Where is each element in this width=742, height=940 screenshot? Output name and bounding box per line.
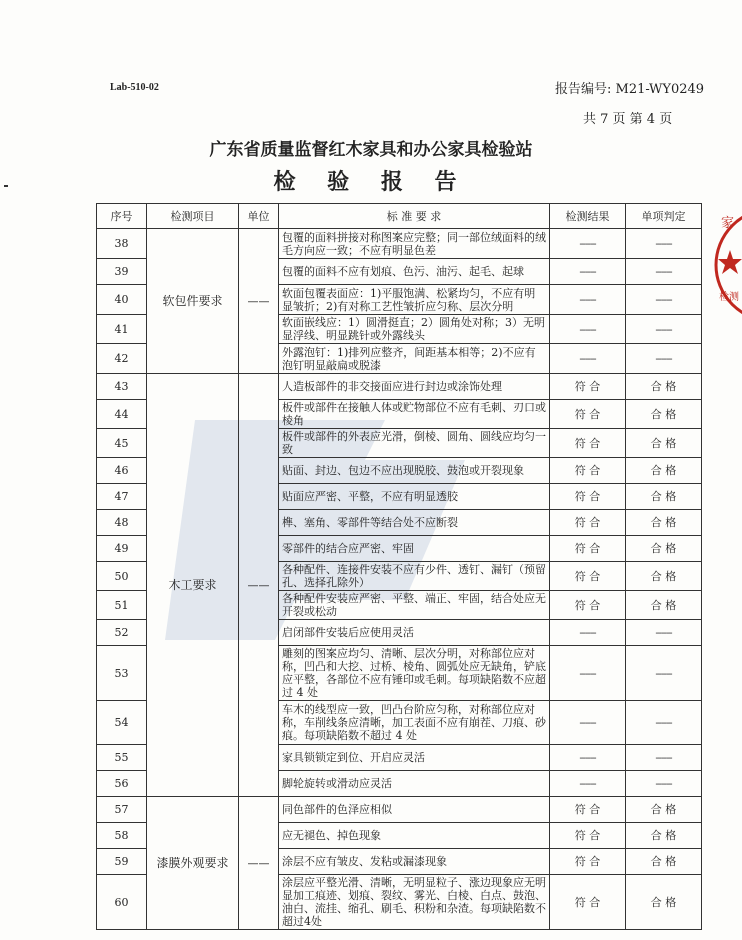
requirement-cell: 贴面应严密、平整，不应有明显透胶 <box>279 484 550 510</box>
judgement-cell: 合 格 <box>626 458 702 484</box>
requirement-cell: 板件或部件在接触人体或贮物部位不应有毛刺、刃口或棱角 <box>279 400 550 429</box>
result-cell: ------ <box>550 315 626 344</box>
requirement-cell: 包覆的面料不应有划痕、色污、油污、起毛、起球 <box>279 259 550 285</box>
table-row <box>97 229 702 259</box>
seq-cell: 53 <box>97 646 147 701</box>
seq-cell: 38 <box>97 229 147 259</box>
report-number: 报告编号: M21-WY0249 <box>555 82 705 97</box>
result-cell: 符 合 <box>550 562 626 591</box>
col-header-seq: 序号 <box>97 204 147 229</box>
seq-cell: 40 <box>97 285 147 315</box>
judgement-cell: ------ <box>626 229 702 259</box>
seq-cell: 41 <box>97 315 147 344</box>
page-info: 共 7 页 第 4 页 <box>583 112 673 127</box>
result-cell: 符 合 <box>550 484 626 510</box>
report-title: 检 验 报 告 <box>273 170 469 195</box>
result-cell: 符 合 <box>550 429 626 458</box>
seq-cell: 46 <box>97 458 147 484</box>
requirement-cell: 涂层不应有皱皮、发粘或漏漆现象 <box>279 849 550 875</box>
seq-cell: 47 <box>97 484 147 510</box>
requirement-cell: 涂层应平整光滑、清晰，无明显粒子、涨边现象应无明显加工痕迹、划痕、裂纹、雾光、白棱、白点、鼓泡、油白、流挂、缩孔、刷毛、积粉和杂渣。每项缺陷数不超过4处 <box>279 875 550 930</box>
judgement-cell: 合 格 <box>626 875 702 930</box>
judgement-cell: 合 格 <box>626 823 702 849</box>
result-cell: 符 合 <box>550 510 626 536</box>
requirement-cell: 雕刻的图案应均匀、清晰、层次分明，对称部位应对称，凹凸和大挖、过桥、棱角、圆弧处应无缺角，铲底应平整，各部位不应有锤印或毛刺。每项缺陷数不应超过 4 处 <box>279 646 550 701</box>
requirement-cell: 人造板部件的非交接面应进行封边或涂饰处理 <box>279 374 550 400</box>
result-cell: 符 合 <box>550 536 626 562</box>
judgement-cell: 合 格 <box>626 797 702 823</box>
judgement-cell: ------ <box>626 344 702 374</box>
result-cell: 符 合 <box>550 797 626 823</box>
requirement-cell: 零部件的结合应严密、牢固 <box>279 536 550 562</box>
col-header-judgement: 单项判定 <box>626 204 702 229</box>
result-cell: ------ <box>550 259 626 285</box>
judgement-cell: 合 格 <box>626 591 702 620</box>
svg-text:家: 家 <box>721 216 735 231</box>
judgement-cell: 合 格 <box>626 562 702 591</box>
judgement-cell: 合 格 <box>626 374 702 400</box>
requirement-cell: 软面嵌线应：1）圆滑挺直；2）圆角处对称；3）无明显浮线、明显跳针或外露线头 <box>279 315 550 344</box>
seq-cell: 43 <box>97 374 147 400</box>
unit-cell: —— <box>239 229 279 374</box>
seq-cell: 39 <box>97 259 147 285</box>
seq-cell: 48 <box>97 510 147 536</box>
result-cell: ------ <box>550 745 626 771</box>
judgement-cell: ------ <box>626 745 702 771</box>
result-cell: 符 合 <box>550 591 626 620</box>
item-cell: 漆膜外观要求 <box>147 797 239 930</box>
red-seal-stamp <box>712 205 742 325</box>
unit-cell: —— <box>239 374 279 797</box>
col-header-item: 检测项目 <box>147 204 239 229</box>
requirement-cell: 启闭部件安装后应使用灵活 <box>279 620 550 646</box>
judgement-cell: ------ <box>626 701 702 745</box>
result-cell: ------ <box>550 344 626 374</box>
col-header-result: 检测结果 <box>550 204 626 229</box>
requirement-cell: 外露泡钉：1)排列应整齐，间距基本相等；2)不应有泡钉明显敲扁或脱漆 <box>279 344 550 374</box>
judgement-cell: ------ <box>626 646 702 701</box>
table-row <box>97 797 702 823</box>
seq-cell: 42 <box>97 344 147 374</box>
judgement-cell: 合 格 <box>626 849 702 875</box>
seq-cell: 45 <box>97 429 147 458</box>
requirement-cell: 各种配件、连接件安装不应有少件、透钉、漏钉（预留孔、选择孔除外） <box>279 562 550 591</box>
judgement-cell: 合 格 <box>626 510 702 536</box>
seq-cell: 58 <box>97 823 147 849</box>
judgement-cell: 合 格 <box>626 429 702 458</box>
seq-cell: 52 <box>97 620 147 646</box>
requirement-cell: 包覆的面料拼接对称图案应完整；同一部位绒面料的绒毛方向应一致；不应有明显色差 <box>279 229 550 259</box>
result-cell: 符 合 <box>550 458 626 484</box>
requirement-cell: 家具锁锁定到位、开启应灵活 <box>279 745 550 771</box>
svg-text:检测: 检测 <box>719 292 739 303</box>
requirement-cell: 软面包覆表面应：1)平服饱满、松紧均匀，不应有明显皱折；2)有对称工艺性皱折应匀称、层次分明 <box>279 285 550 315</box>
col-header-requirement: 标 准 要 求 <box>279 204 550 229</box>
seq-cell: 57 <box>97 797 147 823</box>
seq-cell: 59 <box>97 849 147 875</box>
result-cell: 符 合 <box>550 374 626 400</box>
result-cell: ------ <box>550 229 626 259</box>
lab-code: Lab-510-02 <box>110 82 159 93</box>
seq-cell: 50 <box>97 562 147 591</box>
judgement-cell: 合 格 <box>626 400 702 429</box>
requirement-cell: 同色部件的色泽应相似 <box>279 797 550 823</box>
item-cell: 木工要求 <box>147 374 239 797</box>
table-row <box>97 374 702 400</box>
result-cell: ------ <box>550 771 626 797</box>
result-cell: ------ <box>550 285 626 315</box>
judgement-cell: 合 格 <box>626 484 702 510</box>
inspection-table <box>96 203 702 930</box>
requirement-cell: 脚轮旋转或滑动应灵活 <box>279 771 550 797</box>
binding-mark <box>4 185 8 187</box>
requirement-cell: 车木的线型应一致，凹凸台阶应匀称，对称部位应对称，车削线条应清晰，加工表面不应有崩茬、刀痕、砂痕。每项缺陷数不超过 4 处 <box>279 701 550 745</box>
item-cell: 软包件要求 <box>147 229 239 374</box>
seq-cell: 60 <box>97 875 147 930</box>
result-cell: 符 合 <box>550 875 626 930</box>
seq-cell: 56 <box>97 771 147 797</box>
result-cell: ------ <box>550 620 626 646</box>
judgement-cell: ------ <box>626 315 702 344</box>
judgement-cell: 合 格 <box>626 536 702 562</box>
result-cell: 符 合 <box>550 823 626 849</box>
organization-name: 广东省质量监督红木家具和办公家具检验站 <box>209 140 533 160</box>
result-cell: ------ <box>550 646 626 701</box>
result-cell: 符 合 <box>550 849 626 875</box>
unit-cell: —— <box>239 797 279 930</box>
result-cell: 符 合 <box>550 400 626 429</box>
seq-cell: 51 <box>97 591 147 620</box>
seq-cell: 55 <box>97 745 147 771</box>
requirement-cell: 榫、塞角、零部件等结合处不应断裂 <box>279 510 550 536</box>
judgement-cell: ------ <box>626 620 702 646</box>
judgement-cell: ------ <box>626 259 702 285</box>
requirement-cell: 贴面、封边、包边不应出现脱胶、鼓泡或开裂现象 <box>279 458 550 484</box>
requirement-cell: 应无褪色、掉色现象 <box>279 823 550 849</box>
table-header-row <box>97 204 702 229</box>
requirement-cell: 板件或部件的外表应光滑，倒棱、圆角、圆线应均匀一致 <box>279 429 550 458</box>
seq-cell: 49 <box>97 536 147 562</box>
judgement-cell: ------ <box>626 771 702 797</box>
seq-cell: 54 <box>97 701 147 745</box>
requirement-cell: 各种配件安装应严密、平整、端正、牢固，结合处应无开裂或松动 <box>279 591 550 620</box>
judgement-cell: ------ <box>626 285 702 315</box>
seq-cell: 44 <box>97 400 147 429</box>
result-cell: ------ <box>550 701 626 745</box>
col-header-unit: 单位 <box>239 204 279 229</box>
